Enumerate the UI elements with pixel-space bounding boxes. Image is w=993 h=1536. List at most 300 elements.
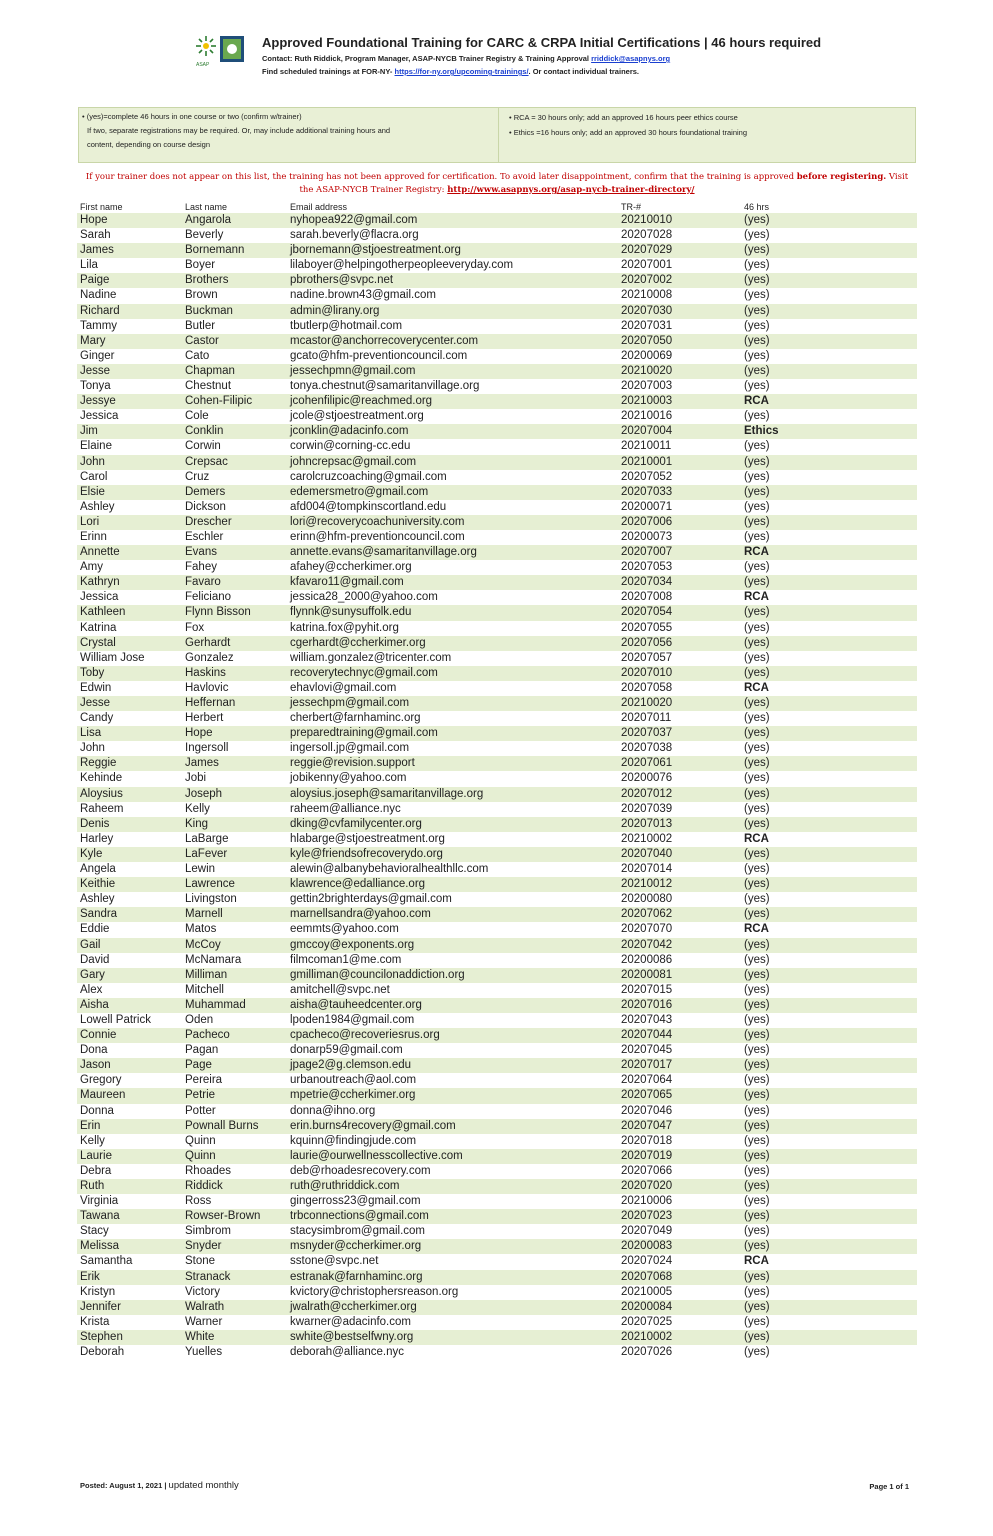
cell-email[interactable]: mcastor@anchorrecoverycenter.com	[290, 334, 479, 347]
cell-email[interactable]: eemmts@yahoo.com	[290, 923, 399, 936]
cell-hours: (yes)	[744, 289, 770, 302]
cell-email[interactable]: cherbert@farnhaminc.org	[290, 712, 421, 725]
cell-last-name: Snyder	[185, 1240, 222, 1253]
cell-email[interactable]: jessica28_2000@yahoo.com	[290, 591, 438, 604]
cell-first-name: Amy	[80, 561, 103, 574]
cell-email[interactable]: jpage2@g.clemson.edu	[290, 1059, 412, 1072]
cell-email[interactable]: donarp59@gmail.com	[290, 1044, 403, 1057]
cell-first-name: Sarah	[80, 229, 111, 242]
cell-email[interactable]: nadine.brown43@gmail.com	[290, 289, 436, 302]
table-row	[77, 1345, 917, 1360]
cell-first-name: Candy	[80, 712, 114, 725]
cell-hours: (yes)	[744, 712, 770, 725]
cell-tr-number: 20207026	[621, 1346, 673, 1359]
table-row	[77, 439, 917, 454]
cell-hours: (yes)	[744, 455, 770, 468]
cell-email[interactable]: estranak@farnhaminc.org	[290, 1270, 423, 1283]
cell-tr-number: 20200086	[621, 953, 673, 966]
cell-email[interactable]: corwin@corning-cc.edu	[290, 440, 411, 453]
cell-email[interactable]: sstone@svpc.net	[290, 1255, 379, 1268]
cell-hours: (yes)	[744, 1134, 770, 1147]
cell-email[interactable]: ehavlovi@gmail.com	[290, 681, 397, 694]
cell-last-name: Angarola	[185, 214, 232, 226]
cell-first-name: Tawana	[80, 1210, 120, 1223]
cell-email[interactable]: urbanoutreach@aol.com	[290, 1074, 417, 1087]
table-row	[77, 349, 917, 364]
cell-email[interactable]: lpoden1984@gmail.com	[290, 1013, 415, 1026]
table-row	[77, 1013, 917, 1028]
cell-last-name: Walrath	[185, 1300, 225, 1313]
cell-last-name: Brothers	[185, 274, 229, 287]
cell-email[interactable]: marnellsandra@yahoo.com	[290, 908, 431, 921]
cell-tr-number: 20207064	[621, 1074, 673, 1087]
cell-hours: (yes)	[744, 214, 770, 226]
cell-email[interactable]: klawrence@edalliance.org	[290, 878, 426, 891]
cell-email[interactable]: gcato@hfm-preventioncouncil.com	[290, 349, 468, 362]
cell-tr-number: 20207037	[621, 727, 673, 740]
trainer-registry-link[interactable]: http://www.asapnys.org/asap-nycb-trainer-directory/	[447, 185, 695, 195]
cell-tr-number: 20207042	[621, 938, 673, 951]
cell-email[interactable]: sarah.beverly@flacra.org	[290, 229, 419, 242]
cell-hours: RCA	[744, 591, 769, 604]
cell-hours: (yes)	[744, 772, 770, 785]
cell-last-name: Mitchell	[185, 983, 224, 996]
cell-hours: (yes)	[744, 1059, 770, 1072]
col-header-last-name: Last name	[185, 202, 228, 212]
table-row	[77, 364, 917, 379]
col-header-email: Email address	[290, 202, 348, 212]
cell-hours: RCA	[744, 1255, 769, 1268]
contact-text: Contact: Ruth Riddick, Program Manager, ASAP-NYCB Trainer Registry & Training Approval	[262, 54, 589, 63]
asap-logo	[194, 34, 246, 68]
cell-hours: (yes)	[744, 983, 770, 996]
cell-hours: (yes)	[744, 229, 770, 242]
contact-email-link[interactable]: rriddick@asapnys.org	[591, 54, 671, 63]
footer-posted	[80, 1480, 239, 1491]
cell-tr-number: 20207024	[621, 1255, 673, 1268]
cell-hours: (yes)	[744, 1285, 770, 1298]
contact-line	[262, 54, 962, 63]
cell-last-name: Oden	[185, 1013, 214, 1026]
cell-last-name: Havlovic	[185, 681, 229, 694]
cell-first-name: Hope	[80, 214, 108, 226]
cell-last-name: Boyer	[185, 259, 216, 272]
cell-first-name: Kristyn	[80, 1285, 116, 1298]
cell-email[interactable]: msnyder@ccherkimer.org	[290, 1240, 422, 1253]
cell-email[interactable]: kfavaro11@gmail.com	[290, 576, 404, 589]
cell-tr-number: 20200073	[621, 530, 673, 543]
cell-tr-number: 20200080	[621, 893, 673, 906]
warning-text: If your trainer does not appear on this list, the training has not been approved for certification. To avoid later disappointment, confirm that the training is approved	[85, 172, 797, 182]
cell-first-name: Gail	[80, 938, 101, 951]
cell-tr-number: 20207070	[621, 923, 673, 936]
cell-last-name: Riddick	[185, 1180, 223, 1192]
cell-last-name: McNamara	[185, 953, 242, 966]
table-row	[77, 455, 917, 470]
cell-email[interactable]: cgerhardt@ccherkimer.org	[290, 636, 426, 649]
cell-email[interactable]: aloysius.joseph@samaritanvillage.org	[290, 787, 484, 800]
cell-last-name: Bornemann	[185, 244, 245, 257]
cell-last-name: Stone	[185, 1255, 216, 1268]
cell-tr-number: 20207046	[621, 1104, 673, 1117]
table-row	[77, 621, 917, 636]
cell-hours: (yes)	[744, 757, 770, 770]
cell-last-name: Evans	[185, 546, 217, 559]
cell-hours: (yes)	[744, 470, 770, 483]
cell-first-name: Reggie	[80, 757, 117, 770]
cell-last-name: Jobi	[185, 772, 207, 785]
cell-last-name: Drescher	[185, 515, 232, 528]
table-row	[77, 1058, 917, 1073]
cell-last-name: Beverly	[185, 229, 224, 242]
cell-first-name: Maureen	[80, 1089, 126, 1102]
posted-date: Posted: August 1, 2021 |	[80, 1481, 167, 1490]
cell-first-name: Tonya	[80, 380, 111, 393]
upcoming-trainings-link[interactable]: https://for-ny.org/upcoming-trainings/	[394, 67, 529, 76]
cell-hours: RCA	[744, 681, 769, 694]
warning-notice	[78, 171, 916, 197]
cell-last-name: Brown	[185, 289, 218, 302]
cell-last-name: Quinn	[185, 1134, 216, 1147]
cell-last-name: White	[185, 1330, 215, 1343]
cell-last-name: Favaro	[185, 576, 221, 589]
cell-first-name: Gary	[80, 968, 105, 981]
table-row	[77, 726, 917, 741]
cell-tr-number: 20207044	[621, 1029, 673, 1042]
cell-hours: (yes)	[744, 1104, 770, 1117]
cell-tr-number: 20207015	[621, 983, 673, 996]
cell-last-name: Muhammad	[185, 998, 246, 1011]
cell-last-name: Victory	[185, 1285, 220, 1298]
cell-last-name: Rhoades	[185, 1164, 232, 1177]
col-header-first-name: First name	[80, 202, 123, 212]
cell-last-name: Livingston	[185, 893, 237, 906]
table-row	[77, 258, 917, 273]
cell-email[interactable]: gingerross23@gmail.com	[290, 1195, 421, 1208]
cell-hours: RCA	[744, 832, 769, 845]
cell-tr-number: 20207006	[621, 515, 673, 528]
cell-tr-number: 20200071	[621, 500, 673, 513]
table-row	[77, 1270, 917, 1285]
cell-email[interactable]: tbutlerp@hotmail.com	[290, 319, 403, 332]
cell-email[interactable]: carolcruzcoaching@gmail.com	[290, 470, 447, 483]
cell-first-name: Deborah	[80, 1346, 125, 1359]
cell-hours: (yes)	[744, 259, 770, 272]
cell-hours: (yes)	[744, 863, 770, 876]
cell-email[interactable]: cpacheco@recoveriesrus.org	[290, 1029, 440, 1042]
table-row	[77, 288, 917, 303]
cell-tr-number: 20207010	[621, 666, 673, 679]
cell-last-name: Fahey	[185, 561, 217, 574]
table-row	[77, 1088, 917, 1103]
cell-last-name: Cato	[185, 349, 210, 362]
cell-email[interactable]: william.gonzalez@tricenter.com	[290, 651, 452, 664]
cell-last-name: Page	[185, 1059, 212, 1072]
cell-email[interactable]: nyhopea922@gmail.com	[290, 214, 418, 226]
cell-hours: (yes)	[744, 364, 770, 377]
cell-tr-number: 20210002	[621, 1330, 673, 1343]
table-row	[77, 1194, 917, 1209]
cell-email[interactable]: kvictory@christophersreason.org	[290, 1285, 459, 1298]
cell-email[interactable]: jwalrath@ccherkimer.org	[290, 1300, 417, 1313]
cell-hours: (yes)	[744, 530, 770, 543]
cell-email[interactable]: jobikenny@yahoo.com	[290, 772, 407, 785]
cell-email[interactable]: ruth@ruthriddick.com	[290, 1180, 400, 1192]
cell-email[interactable]: kyle@friendsofrecoverydo.org	[290, 847, 443, 860]
cell-hours: (yes)	[744, 1195, 770, 1208]
cell-hours: (yes)	[744, 410, 770, 423]
cell-hours: (yes)	[744, 1149, 770, 1162]
cell-first-name: Jim	[80, 425, 98, 438]
cell-last-name: Feliciano	[185, 591, 232, 604]
cell-email[interactable]: katrina.fox@pyhit.org	[290, 621, 399, 634]
cell-last-name: Conklin	[185, 425, 224, 438]
table-row	[77, 756, 917, 771]
cell-tr-number: 20207062	[621, 908, 673, 921]
cell-last-name: Warner	[185, 1315, 223, 1328]
cell-tr-number: 20207047	[621, 1119, 673, 1132]
cell-hours: (yes)	[744, 1074, 770, 1087]
cell-tr-number: 20207057	[621, 651, 673, 664]
cell-hours: (yes)	[744, 1346, 770, 1359]
cell-hours: (yes)	[744, 787, 770, 800]
cell-tr-number: 20207013	[621, 817, 673, 830]
table-row	[77, 379, 917, 394]
table-row	[77, 409, 917, 424]
cell-first-name: Tammy	[80, 319, 118, 332]
cell-email[interactable]: johncrepsac@gmail.com	[290, 455, 417, 468]
cell-hours: (yes)	[744, 274, 770, 287]
cell-tr-number: 20207017	[621, 1059, 673, 1072]
legend-left	[82, 110, 487, 152]
cell-tr-number: 20210002	[621, 832, 673, 845]
table-row	[77, 1315, 917, 1330]
legend-yes-note-2: content, depending on course design	[87, 140, 211, 149]
cell-tr-number: 20200083	[621, 1240, 673, 1253]
col-header-tr-number: TR-#	[621, 202, 641, 212]
cell-last-name: Lewin	[185, 863, 216, 876]
table-row	[77, 847, 917, 862]
cell-tr-number: 20207050	[621, 334, 673, 347]
cell-last-name: Potter	[185, 1104, 216, 1117]
cell-email[interactable]: jessechpmn@gmail.com	[290, 364, 416, 377]
cell-email[interactable]: edemersmetro@gmail.com	[290, 485, 429, 498]
cell-hours: (yes)	[744, 515, 770, 528]
cell-tr-number: 20210010	[621, 214, 673, 226]
cell-hours: (yes)	[744, 319, 770, 332]
table-row	[77, 605, 917, 620]
cell-email[interactable]: tonya.chestnut@samaritanvillage.org	[290, 380, 480, 393]
cell-hours: (yes)	[744, 380, 770, 393]
cell-tr-number: 20210005	[621, 1285, 673, 1298]
cell-hours: (yes)	[744, 334, 770, 347]
cell-hours: (yes)	[744, 1330, 770, 1343]
cell-email[interactable]: swhite@bestselfwny.org	[290, 1330, 414, 1343]
cell-email[interactable]: filmcoman1@me.com	[290, 953, 402, 966]
cell-email[interactable]: laurie@ourwellnesscollective.com	[290, 1149, 463, 1162]
cell-first-name: John	[80, 455, 105, 468]
cell-email[interactable]: gmccoy@exponents.org	[290, 938, 415, 951]
cell-email[interactable]: gmilliman@councilonaddiction.org	[290, 968, 465, 981]
cell-last-name: Gerhardt	[185, 636, 231, 649]
cell-first-name: Debra	[80, 1164, 112, 1177]
cell-hours: (yes)	[744, 802, 770, 815]
cell-email[interactable]: jcole@stjoestreatment.org	[290, 410, 424, 423]
cell-tr-number: 20207053	[621, 561, 673, 574]
cell-email[interactable]: deborah@alliance.nyc	[290, 1346, 404, 1359]
cell-tr-number: 20200069	[621, 349, 673, 362]
table-header-row	[77, 199, 917, 213]
cell-hours: (yes)	[744, 817, 770, 830]
cell-first-name: Lila	[80, 259, 98, 272]
cell-first-name: Ashley	[80, 500, 115, 513]
cell-email[interactable]: kwarner@adacinfo.com	[290, 1315, 411, 1328]
cell-hours: (yes)	[744, 998, 770, 1011]
cell-first-name: Jessica	[80, 591, 119, 604]
cell-email[interactable]: hlabarge@stjoestreatment.org	[290, 832, 445, 845]
legend-yes: • (yes)=complete 46 hours in one course or two (confirm w/trainer)	[82, 112, 302, 121]
table-row	[77, 907, 917, 922]
cell-first-name: Gregory	[80, 1074, 122, 1087]
cell-email[interactable]: alewin@albanybehavioralhealthllc.com	[290, 863, 489, 876]
cell-email[interactable]: preparedtraining@gmail.com	[290, 727, 438, 740]
cell-tr-number: 20210011	[621, 440, 672, 453]
table-row	[77, 500, 917, 515]
cell-first-name: Erinn	[80, 530, 107, 543]
cell-last-name: Chapman	[185, 364, 235, 377]
cell-tr-number: 20207038	[621, 742, 673, 755]
cell-last-name: Corwin	[185, 440, 221, 453]
cell-email[interactable]: afd004@tompkinscortland.edu	[290, 500, 447, 513]
cell-email[interactable]: gettin2brighterdays@gmail.com	[290, 893, 452, 906]
cell-email[interactable]: jcohenfilipic@reachmed.org	[290, 395, 433, 408]
table-row	[77, 545, 917, 560]
cell-last-name: King	[185, 817, 209, 830]
table-row	[77, 681, 917, 696]
cell-email[interactable]: deb@rhoadesrecovery.com	[290, 1164, 431, 1177]
cell-email[interactable]: recoverytechnyc@gmail.com	[290, 666, 438, 679]
cell-tr-number: 20210008	[621, 289, 673, 302]
cell-email[interactable]: ingersoll.jp@gmail.com	[290, 742, 410, 755]
cell-tr-number: 20210006	[621, 1195, 673, 1208]
cell-first-name: Kyle	[80, 847, 103, 860]
cell-hours: (yes)	[744, 742, 770, 755]
cell-tr-number: 20207043	[621, 1013, 673, 1026]
cell-last-name: Stranack	[185, 1270, 231, 1283]
cell-first-name: Kelly	[80, 1134, 105, 1147]
col-header-46-hrs: 46 hrs	[744, 202, 770, 212]
table-row	[77, 953, 917, 968]
table-row	[77, 711, 917, 726]
table-row	[77, 1254, 917, 1269]
cell-tr-number: 20200081	[621, 968, 673, 981]
cell-tr-number: 20207008	[621, 591, 673, 604]
cell-email[interactable]: stacysimbrom@gmail.com	[290, 1225, 426, 1238]
warning-visit: Visit the ASAP-NYCB Trainer Registry:	[299, 172, 909, 195]
cell-last-name: Matos	[185, 923, 217, 936]
table-body	[77, 213, 917, 1360]
table-row	[77, 1224, 917, 1239]
cell-last-name: Yuelles	[185, 1346, 223, 1359]
cell-hours: (yes)	[744, 1044, 770, 1057]
cell-email[interactable]: lilaboyer@helpingotherpeopleeveryday.com	[290, 259, 514, 272]
cell-email[interactable]: erinn@hfm-preventioncouncil.com	[290, 530, 465, 543]
cell-email[interactable]: kquinn@findingjude.com	[290, 1134, 417, 1147]
table-row	[77, 666, 917, 681]
table-row	[77, 1179, 917, 1194]
table-row	[77, 1300, 917, 1315]
cell-hours: (yes)	[744, 1013, 770, 1026]
cell-email[interactable]: raheem@alliance.nyc	[290, 802, 401, 815]
cell-email[interactable]: jconklin@adacinfo.com	[290, 425, 409, 438]
cell-last-name: Cohen-Filipic	[185, 395, 253, 408]
cell-hours: (yes)	[744, 304, 770, 317]
cell-first-name: Lisa	[80, 727, 102, 740]
cell-tr-number: 20207003	[621, 380, 673, 393]
cell-email[interactable]: reggie@revision.support	[290, 757, 415, 770]
cell-first-name: Erin	[80, 1119, 101, 1132]
cell-last-name: James	[185, 757, 219, 770]
find-suffix: . Or contact individual trainers.	[528, 67, 639, 76]
cell-last-name: Butler	[185, 319, 216, 332]
cell-tr-number: 20207033	[621, 485, 673, 498]
cell-last-name: Fox	[185, 621, 205, 634]
cell-email[interactable]: jessechpm@gmail.com	[290, 697, 410, 709]
cell-hours: (yes)	[744, 1270, 770, 1283]
cell-email[interactable]: flynnk@sunysuffolk.edu	[290, 606, 412, 619]
cell-email[interactable]: amitchell@svpc.net	[290, 983, 390, 996]
cell-last-name: Flynn Bisson	[185, 606, 251, 619]
cell-hours: (yes)	[744, 244, 770, 257]
cell-hours: RCA	[744, 923, 769, 936]
cell-email[interactable]: mpetrie@ccherkimer.org	[290, 1089, 416, 1102]
cell-last-name: Herbert	[185, 712, 224, 725]
table-row	[77, 515, 917, 530]
cell-email[interactable]: lori@recoverycoachuniversity.com	[290, 515, 465, 528]
cell-email[interactable]: dking@cvfamilycenter.org	[290, 817, 422, 830]
cell-tr-number: 20207061	[621, 757, 673, 770]
cell-tr-number: 20207001	[621, 259, 673, 272]
cell-tr-number: 20207014	[621, 863, 673, 876]
cell-email[interactable]: pbrothers@svpc.net	[290, 274, 394, 287]
cell-hours: (yes)	[744, 938, 770, 951]
cell-hours: (yes)	[744, 908, 770, 921]
cell-tr-number: 20207066	[621, 1164, 673, 1177]
table-row	[77, 304, 917, 319]
cell-email[interactable]: aisha@tauheedcenter.org	[290, 998, 422, 1011]
table-row	[77, 1164, 917, 1179]
table-row	[77, 1119, 917, 1134]
table-row	[77, 1028, 917, 1043]
cell-hours: (yes)	[744, 1089, 770, 1102]
cell-email[interactable]: jbornemann@stjoestreatment.org	[290, 244, 461, 257]
cell-email[interactable]: erin.burns4recovery@gmail.com	[290, 1119, 456, 1132]
legend-divider	[498, 108, 499, 162]
cell-email[interactable]: afahey@ccherkimer.org	[290, 561, 412, 574]
cell-tr-number: 20210001	[621, 455, 673, 468]
cell-first-name: Stephen	[80, 1330, 123, 1343]
cell-hours: (yes)	[744, 606, 770, 619]
cell-last-name: Pownall Burns	[185, 1119, 259, 1132]
cell-tr-number: 20210020	[621, 697, 673, 709]
cell-tr-number: 20207029	[621, 244, 673, 257]
cell-first-name: David	[80, 953, 110, 966]
cell-email[interactable]: trbconnections@gmail.com	[290, 1210, 429, 1223]
cell-email[interactable]: donna@ihno.org	[290, 1104, 376, 1117]
cell-email[interactable]: admin@lirany.org	[290, 304, 380, 317]
cell-first-name: Melissa	[80, 1240, 119, 1253]
cell-email[interactable]: annette.evans@samaritanvillage.org	[290, 546, 477, 559]
